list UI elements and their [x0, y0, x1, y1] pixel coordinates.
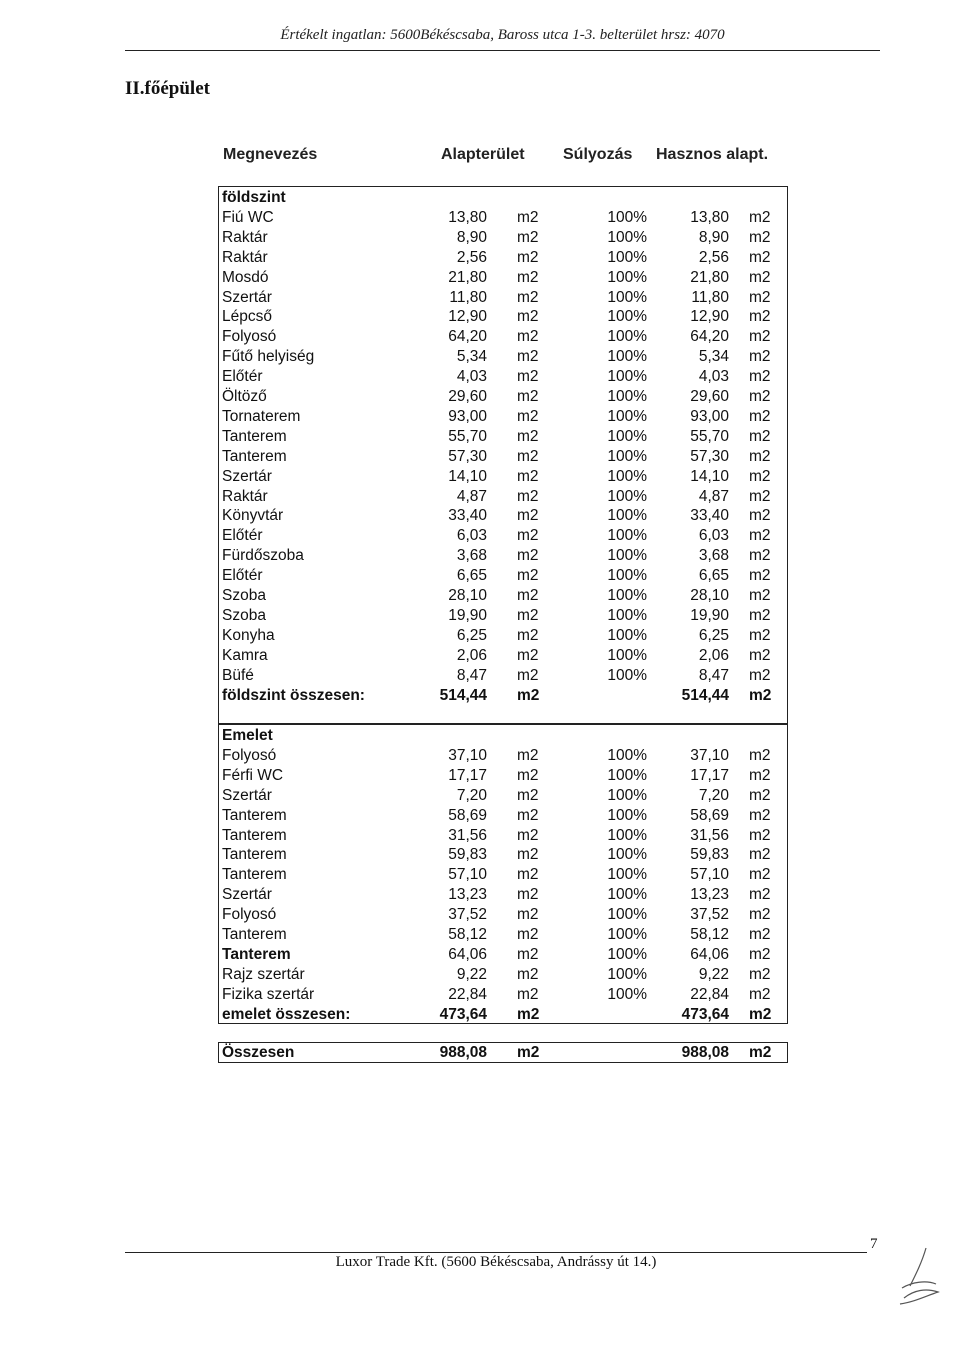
section-heading: II.főépület [125, 78, 210, 99]
room-area: 37,10 [448, 746, 487, 764]
section-total-row [219, 1005, 787, 1025]
table-row [219, 925, 787, 945]
area-unit: m2 [517, 288, 539, 306]
table-row [219, 786, 787, 806]
room-name: Konyha [222, 626, 275, 644]
room-area: 57,10 [448, 866, 487, 884]
usable-unit: m2 [749, 348, 771, 366]
room-weight: 100% [607, 407, 647, 425]
room-usable-area: 59,83 [690, 846, 729, 864]
room-name: Férfi WC [222, 766, 284, 784]
usable-unit: m2 [749, 906, 771, 924]
room-name: Szoba [222, 587, 266, 604]
usable-unit: m2 [749, 926, 771, 943]
table-row [219, 945, 787, 965]
room-area: 33,40 [448, 507, 487, 525]
section-title [219, 188, 787, 208]
usable-unit: m2 [749, 407, 771, 425]
usable-unit: m2 [749, 786, 771, 804]
grand-total-area: 988,08 [439, 1044, 487, 1061]
room-weight: 100% [607, 926, 647, 943]
table-row [219, 766, 787, 786]
room-area: 6,25 [456, 626, 487, 644]
section-total-area: 473,64 [439, 1005, 487, 1023]
room-area: 8,47 [456, 666, 487, 684]
usable-unit: m2 [749, 945, 771, 963]
usable-unit: m2 [749, 826, 771, 844]
usable-unit: m2 [749, 208, 771, 226]
room-name: Fizika szertár [222, 985, 315, 1003]
usable-unit: m2 [749, 248, 771, 266]
room-area: 12,90 [448, 308, 487, 326]
room-weight: 100% [607, 886, 647, 904]
room-weight: 100% [607, 746, 647, 764]
room-usable-area: 11,80 [691, 288, 729, 306]
grand-total-label: Összesen [222, 1044, 295, 1061]
room-area: 4,87 [456, 487, 487, 505]
room-area: 13,80 [448, 208, 487, 226]
page-header [125, 24, 880, 51]
room-usable-area: 5,34 [698, 348, 729, 366]
room-weight: 100% [607, 228, 647, 246]
area-unit: m2 [517, 1005, 540, 1023]
room-weight: 100% [607, 646, 647, 664]
table-row [219, 387, 787, 407]
room-weight: 100% [607, 527, 647, 545]
room-area: 29,60 [448, 388, 487, 405]
area-unit: m2 [517, 666, 539, 684]
table-row [219, 526, 787, 546]
table-row [219, 307, 787, 327]
area-unit: m2 [517, 965, 539, 983]
room-name: Tanterem [222, 447, 287, 465]
table-row [219, 806, 787, 826]
usable-unit: m2 [749, 447, 771, 465]
area-unit: m2 [517, 427, 539, 445]
room-usable-area: 64,06 [690, 945, 729, 963]
room-area: 93,00 [448, 407, 487, 425]
room-usable-area: 8,90 [698, 228, 729, 246]
section-total-label: földszint összesen: [222, 686, 365, 704]
room-weight: 100% [607, 547, 647, 565]
usable-unit: m2 [749, 547, 771, 565]
usable-unit: m2 [749, 268, 771, 286]
usable-unit: m2 [749, 567, 771, 585]
room-area: 28,10 [448, 587, 487, 604]
room-name: Tanterem [222, 866, 287, 884]
room-usable-area: 29,60 [690, 388, 729, 405]
room-name: Tanterem [222, 806, 287, 824]
grand-total-row [219, 1043, 787, 1063]
section-total-label: emelet összesen: [222, 1005, 351, 1023]
room-usable-area: 31,56 [690, 826, 729, 844]
room-weight: 100% [607, 846, 647, 864]
room-area: 58,12 [448, 926, 487, 943]
room-name: Tanterem [222, 826, 287, 844]
room-name: Szertár [222, 288, 272, 306]
usable-unit: m2 [749, 626, 771, 644]
room-usable-area: 17,17 [690, 766, 729, 784]
room-name: Rajz szertár [222, 965, 305, 983]
room-name: Lépcső [222, 308, 272, 326]
room-usable-area: 57,10 [690, 866, 729, 884]
room-area: 7,20 [456, 786, 487, 804]
area-unit: m2 [517, 686, 540, 704]
room-area: 8,90 [456, 228, 487, 246]
room-usable-area: 2,06 [698, 646, 729, 664]
usable-unit: m2 [749, 666, 771, 684]
room-weight: 100% [607, 866, 647, 884]
usable-unit: m2 [749, 388, 771, 405]
room-area: 6,65 [456, 567, 487, 585]
usable-unit: m2 [749, 806, 771, 824]
table-row [219, 248, 787, 268]
room-weight: 100% [607, 985, 647, 1003]
table-row [219, 367, 787, 387]
section-total-row [219, 686, 787, 706]
room-area: 57,30 [448, 447, 487, 465]
area-unit: m2 [517, 507, 539, 525]
room-weight: 100% [607, 766, 647, 784]
area-unit: m2 [517, 587, 539, 604]
table-row [219, 606, 787, 626]
room-usable-area: 57,30 [690, 447, 729, 465]
table-row [219, 407, 787, 427]
table-row [219, 905, 787, 925]
room-name: Tanterem [222, 945, 291, 963]
footer-text: Luxor Trade Kft. (5600 Békéscsaba, Andrássy út 14.) [335, 1254, 657, 1270]
room-weight: 100% [607, 268, 647, 286]
room-weight: 100% [607, 626, 647, 644]
room-usable-area: 55,70 [690, 427, 729, 445]
room-usable-area: 93,00 [690, 407, 729, 425]
room-name: Szoba [222, 606, 266, 624]
area-unit: m2 [517, 945, 539, 963]
room-area: 5,34 [456, 348, 487, 366]
room-name: Tanterem [222, 427, 287, 445]
usable-unit: m2 [749, 686, 772, 704]
area-unit: m2 [517, 368, 539, 386]
room-weight: 100% [607, 666, 647, 684]
usable-unit: m2 [749, 965, 771, 983]
room-weight: 100% [607, 826, 647, 844]
usable-unit: m2 [749, 507, 771, 525]
usable-unit: m2 [749, 527, 771, 545]
table-row [219, 646, 787, 666]
column-header-weight: Súlyozás [563, 146, 633, 163]
room-usable-area: 9,22 [698, 965, 729, 983]
room-weight: 100% [607, 427, 647, 445]
room-usable-area: 58,12 [690, 926, 729, 943]
area-unit: m2 [517, 447, 539, 465]
room-usable-area: 21,80 [690, 268, 729, 286]
room-name: Folyosó [222, 906, 277, 924]
usable-unit: m2 [749, 606, 771, 624]
area-unit: m2 [517, 467, 539, 485]
area-unit: m2 [517, 866, 539, 884]
usable-unit: m2 [749, 766, 771, 784]
room-usable-area: 2,56 [698, 248, 729, 266]
ground-floor-table [218, 186, 788, 724]
room-area: 2,06 [456, 646, 487, 664]
room-name: Előtér [222, 527, 263, 545]
table-row [219, 506, 787, 526]
room-usable-area: 6,03 [698, 527, 729, 545]
room-area: 11,80 [449, 288, 487, 306]
table-row [219, 845, 787, 865]
room-area: 58,69 [448, 806, 487, 824]
column-header-area: Alapterület [441, 146, 525, 163]
footer-rule [125, 1252, 867, 1253]
room-weight: 100% [607, 945, 647, 963]
grand-total-table [218, 1042, 788, 1063]
room-weight: 100% [607, 906, 647, 924]
area-unit: m2 [517, 567, 539, 585]
room-weight: 100% [607, 567, 647, 585]
room-name: Folyosó [222, 746, 277, 764]
room-weight: 100% [607, 806, 647, 824]
area-unit: m2 [517, 487, 539, 505]
area-unit: m2 [517, 926, 539, 943]
room-weight: 100% [607, 348, 647, 366]
room-weight: 100% [607, 368, 647, 386]
room-area: 4,03 [456, 368, 487, 386]
table-row [219, 826, 787, 846]
room-usable-area: 3,68 [698, 547, 729, 565]
room-usable-area: 33,40 [690, 507, 729, 525]
table-row [219, 427, 787, 447]
room-name: Mosdó [222, 268, 269, 286]
room-area: 3,68 [456, 547, 487, 565]
room-area: 21,80 [448, 268, 487, 286]
section-total-area: 514,44 [439, 686, 487, 704]
usable-unit: m2 [749, 308, 771, 326]
page-number: 7 [870, 1236, 878, 1252]
area-unit: m2 [517, 626, 539, 644]
room-usable-area: 58,69 [690, 806, 729, 824]
room-usable-area: 6,25 [698, 626, 729, 644]
table-row [219, 288, 787, 308]
usable-unit: m2 [749, 487, 771, 505]
room-area: 9,22 [456, 965, 487, 983]
room-name: Öltöző [222, 388, 267, 405]
room-usable-area: 4,03 [698, 368, 729, 386]
room-usable-area: 28,10 [690, 587, 729, 604]
usable-unit: m2 [749, 886, 771, 904]
room-name: Büfé [222, 666, 254, 684]
room-usable-area: 6,65 [698, 567, 729, 585]
room-name: Előtér [222, 368, 263, 386]
room-name: Előtér [222, 567, 263, 585]
section-total-usable: 514,44 [681, 686, 729, 704]
table-row [219, 327, 787, 347]
table-row [219, 546, 787, 566]
room-weight: 100% [607, 587, 647, 604]
table-row [219, 965, 787, 985]
area-unit: m2 [517, 248, 539, 266]
usable-unit: m2 [749, 646, 771, 664]
room-area: 64,06 [448, 945, 487, 963]
room-usable-area: 64,20 [690, 328, 729, 346]
room-name: Szertár [222, 467, 272, 485]
usable-unit: m2 [749, 228, 771, 246]
upper-floor-table [218, 724, 788, 1024]
area-unit: m2 [517, 746, 539, 764]
table-row [219, 228, 787, 248]
room-weight: 100% [607, 248, 647, 266]
room-weight: 100% [607, 467, 647, 485]
signature-mark [896, 1244, 942, 1306]
room-name: Fürdőszoba [222, 547, 304, 565]
usable-unit: m2 [749, 1044, 772, 1061]
usable-unit: m2 [749, 746, 771, 764]
room-name: Szertár [222, 886, 272, 904]
usable-unit: m2 [749, 328, 771, 346]
room-weight: 100% [607, 328, 647, 346]
room-name: Fűtő helyiség [222, 348, 315, 366]
table-row [219, 865, 787, 885]
room-usable-area: 14,10 [690, 467, 729, 485]
room-name: Tanterem [222, 926, 287, 943]
area-unit: m2 [517, 606, 539, 624]
header-text: Értékelt ingatlan: 5600Békéscsaba, Baross utca 1-3. belterület hrsz: 4070 [280, 27, 725, 43]
room-name: Raktár [222, 248, 268, 266]
room-name: Szertár [222, 786, 272, 804]
usable-unit: m2 [749, 288, 771, 306]
room-area: 31,56 [448, 826, 487, 844]
area-unit: m2 [517, 886, 539, 904]
table-row [219, 626, 787, 646]
usable-unit: m2 [749, 985, 771, 1003]
room-name: Raktár [222, 228, 268, 246]
room-usable-area: 37,52 [690, 906, 729, 924]
room-usable-area: 8,47 [698, 666, 729, 684]
area-unit: m2 [517, 268, 539, 286]
area-unit: m2 [517, 547, 539, 565]
room-area: 22,84 [448, 985, 487, 1003]
section-total-usable: 473,64 [681, 1005, 729, 1023]
room-name: Tornaterem [222, 407, 301, 425]
room-area: 37,52 [448, 906, 487, 924]
table-row [219, 566, 787, 586]
room-weight: 100% [607, 308, 647, 326]
room-area: 2,56 [456, 248, 487, 266]
table-row [219, 885, 787, 905]
room-weight: 100% [607, 507, 647, 525]
room-weight: 100% [607, 786, 647, 804]
room-weight: 100% [607, 487, 647, 505]
area-unit: m2 [517, 646, 539, 664]
section-title-label: földszint [222, 189, 286, 206]
area-unit: m2 [517, 527, 539, 545]
room-usable-area: 22,84 [690, 985, 729, 1003]
column-header-usable: Hasznos alapt. [656, 146, 769, 163]
area-unit: m2 [517, 228, 539, 246]
usable-unit: m2 [749, 846, 771, 864]
room-name: Folyosó [222, 328, 277, 346]
room-weight: 100% [607, 606, 647, 624]
area-unit: m2 [517, 407, 539, 425]
room-weight: 100% [607, 447, 647, 465]
table-row [219, 985, 787, 1005]
room-weight: 100% [607, 288, 647, 306]
room-name: Raktár [222, 487, 268, 505]
table-row [219, 666, 787, 686]
room-area: 59,83 [448, 846, 487, 864]
area-unit: m2 [517, 985, 539, 1003]
room-usable-area: 4,87 [698, 487, 729, 505]
room-name: Könyvtár [222, 507, 284, 525]
room-usable-area: 7,20 [698, 786, 729, 804]
area-unit: m2 [517, 348, 539, 366]
room-usable-area: 12,90 [690, 308, 729, 326]
usable-unit: m2 [749, 467, 771, 485]
area-unit: m2 [517, 806, 539, 824]
room-area: 6,03 [456, 527, 487, 545]
room-weight: 100% [607, 388, 647, 405]
room-usable-area: 13,80 [690, 208, 729, 226]
area-unit: m2 [517, 328, 539, 346]
area-unit: m2 [517, 766, 539, 784]
area-unit: m2 [517, 1044, 540, 1061]
usable-unit: m2 [749, 587, 771, 604]
room-area: 19,90 [448, 606, 487, 624]
room-area: 14,10 [448, 467, 487, 485]
table-row [219, 746, 787, 766]
room-name: Kamra [222, 646, 268, 664]
section-title [219, 726, 787, 746]
room-area: 64,20 [448, 328, 487, 346]
room-weight: 100% [607, 208, 647, 226]
column-header-name: Megnevezés [223, 146, 318, 163]
room-area: 13,23 [448, 886, 487, 904]
table-row [219, 467, 787, 487]
section-title-label: Emelet [222, 727, 273, 744]
usable-unit: m2 [749, 368, 771, 386]
room-name: Fiú WC [222, 208, 274, 226]
area-unit: m2 [517, 826, 539, 844]
area-unit: m2 [517, 308, 539, 326]
table-row [219, 586, 787, 606]
room-area: 55,70 [448, 427, 487, 445]
area-unit: m2 [517, 388, 539, 405]
area-unit: m2 [517, 208, 539, 226]
room-usable-area: 13,23 [690, 886, 729, 904]
table-row [219, 347, 787, 367]
room-usable-area: 19,90 [690, 606, 729, 624]
table-row [219, 268, 787, 288]
table-row [219, 447, 787, 467]
area-unit: m2 [517, 846, 539, 864]
table-row [219, 487, 787, 507]
area-unit: m2 [517, 906, 539, 924]
room-area: 17,17 [448, 766, 487, 784]
room-weight: 100% [607, 965, 647, 983]
room-name: Tanterem [222, 846, 287, 864]
usable-unit: m2 [749, 866, 771, 884]
table-row [219, 208, 787, 228]
usable-unit: m2 [749, 427, 771, 445]
usable-unit: m2 [749, 1005, 772, 1023]
area-unit: m2 [517, 786, 539, 804]
grand-total-usable: 988,08 [681, 1044, 729, 1061]
room-usable-area: 37,10 [690, 746, 729, 764]
